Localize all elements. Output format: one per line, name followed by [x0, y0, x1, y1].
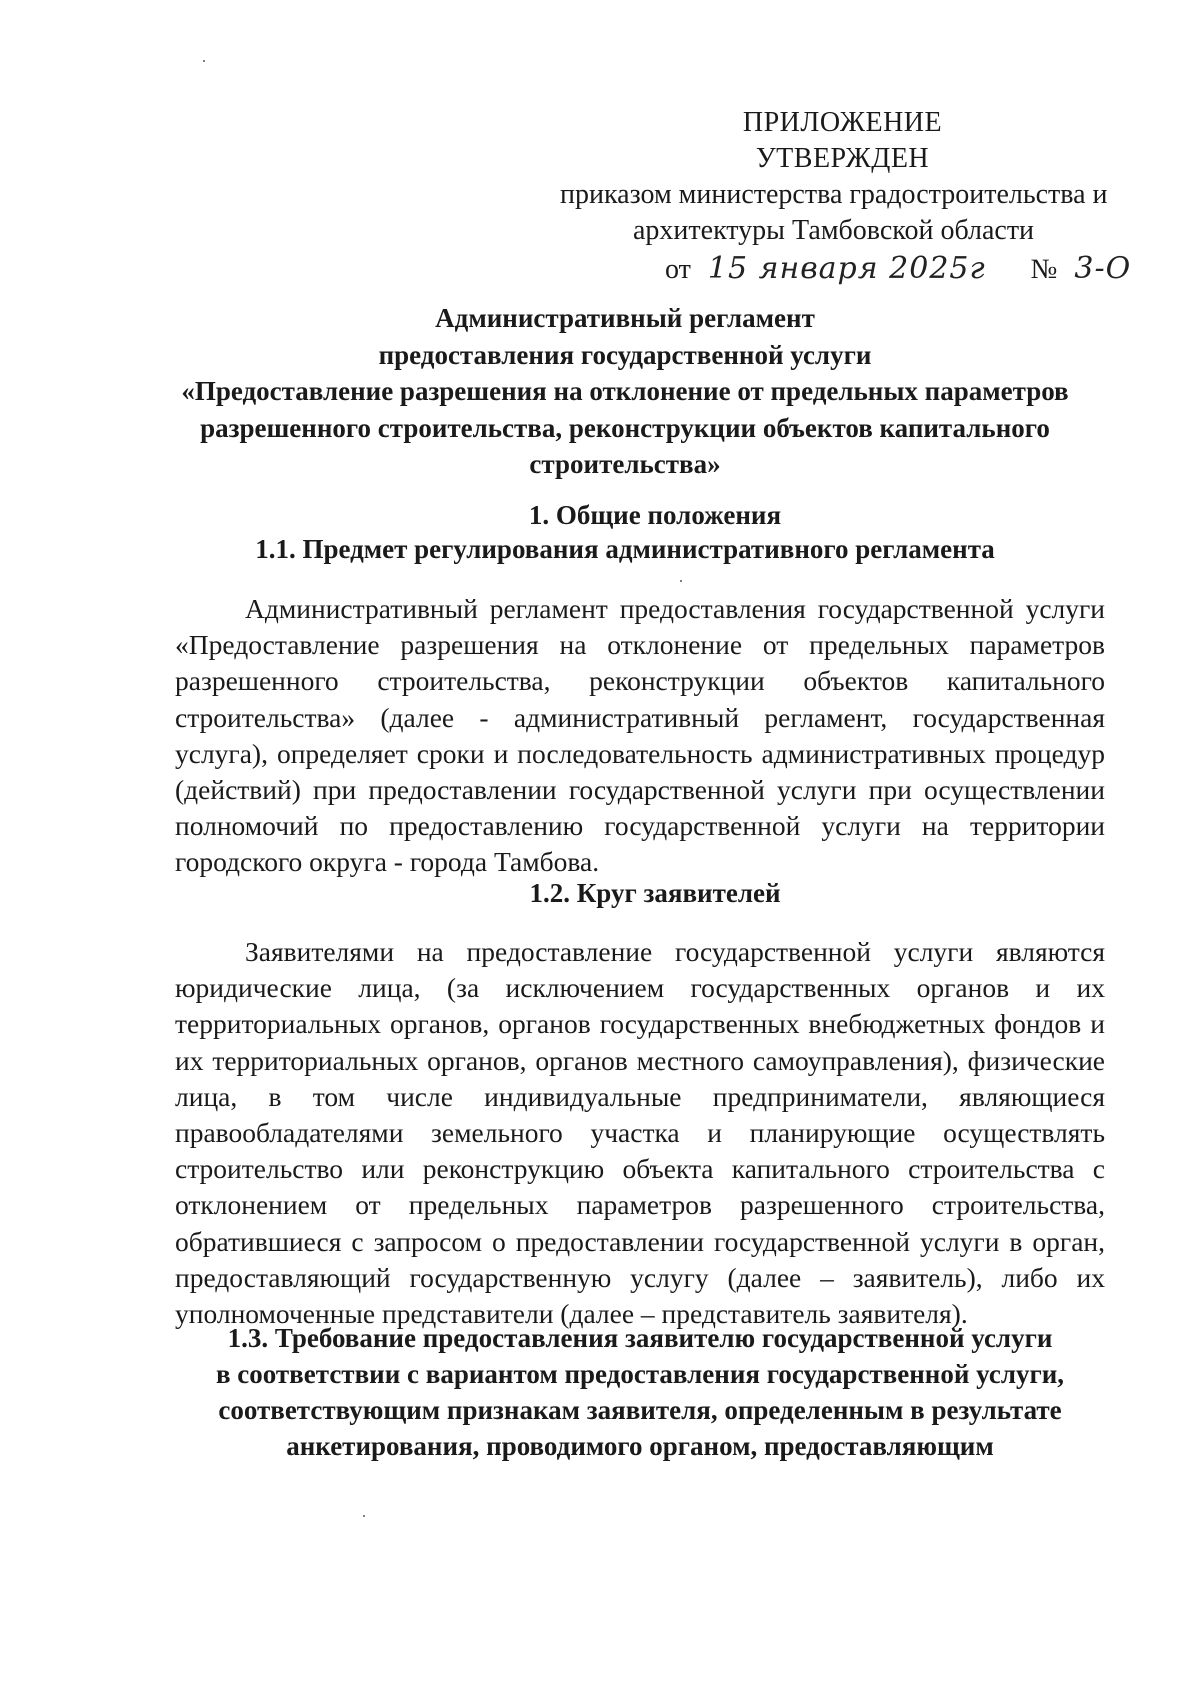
paragraph-line: юридические лица, (за исключением государственных органов и их	[175, 972, 1105, 1004]
approval-block	[520, 105, 1132, 291]
section-heading: 1. Общие положения	[528, 500, 782, 530]
heading-line: 1.3. Требование предоставления заявителю государственной услуги	[227, 1323, 1053, 1353]
paragraph-line: отклонением от предельных параметров разрешенного строительства,	[175, 1189, 1105, 1221]
document-title	[140, 300, 1110, 483]
paragraph-line: лица, в том числе индивидуальные предприниматели, являющиеся	[175, 1080, 1105, 1112]
paragraph-line: строительства» (далее - административный регламент, государственная	[175, 701, 1105, 733]
subsection-heading: 1.1. Предмет регулирования административного регламента	[255, 534, 995, 564]
subsection-heading-requirement	[150, 1320, 1130, 1464]
approval-approved: УТВЕРЖДЕН	[755, 143, 930, 174]
title-line: «Предоставление разрешения на отклонение от предельных параметров	[181, 376, 1069, 406]
paragraph-line: предоставляющий государственную услугу (далее – заявитель), либо их	[175, 1261, 1105, 1293]
paragraph-line: «Предоставление разрешения на отклонение от предельных параметров	[175, 629, 1105, 661]
paragraph-line: городского округа - города Тамбова.	[175, 846, 600, 878]
paragraph-line: территориальных органов, органов государственных внебюджетных фондов и	[175, 1008, 1105, 1040]
title-line: предоставления государственной услуги	[378, 339, 872, 370]
approval-ministry-line: архитектуры Тамбовской области	[633, 215, 1035, 246]
approval-date-row	[520, 251, 1132, 291]
scan-speck	[680, 580, 682, 582]
paragraph-line: услуга), определяет сроки и последовательность административных процедур	[175, 737, 1105, 769]
title-line: Административный регламент	[435, 303, 815, 333]
paragraph-line: строительство или реконструкцию объекта капитального строительства с	[175, 1153, 1105, 1185]
number-prefix: №	[1030, 254, 1058, 285]
paragraph-subject	[175, 591, 1105, 881]
handwritten-number: 3-О	[1074, 251, 1132, 286]
approval-appendix: ПРИЛОЖЕНИЕ	[742, 107, 943, 138]
paragraph-line: полномочий по предоставлению государственной услуги на территории	[175, 810, 1105, 842]
paragraph-line: обратившиеся с запросом о предоставлении государственной услуги в орган,	[175, 1225, 1105, 1257]
title-line: строительства»	[529, 449, 721, 479]
title-line: разрешенного строительства, реконструкции объектов капитального	[200, 412, 1050, 443]
paragraph-line: Административный регламент предоставления государственной услуги	[245, 593, 1105, 624]
paragraph-line: уполномоченные представители (далее – представитель заявителя).	[175, 1298, 968, 1330]
scan-speck	[363, 1515, 365, 1517]
paragraph-applicants	[175, 934, 1105, 1332]
approval-order-line: приказом министерства градостроительства и	[560, 179, 1108, 210]
heading-line: анкетирования, проводимого органом, предоставляющим	[286, 1431, 994, 1461]
scan-speck	[203, 60, 205, 62]
paragraph-line: разрешенного строительства, реконструкции объектов капитального	[175, 665, 1105, 697]
heading-line: соответствующим признакам заявителя, определенным в результате	[218, 1395, 1062, 1425]
paragraph-line: (действий) при предоставлении государственной услуги при осуществлении	[175, 774, 1105, 806]
subsection-heading: 1.2. Круг заявителей	[529, 878, 781, 908]
handwritten-date: 15 января 2025г	[707, 251, 986, 286]
heading-line: в соответствии с вариантом предоставления государственной услуги,	[215, 1359, 1065, 1389]
paragraph-line: их территориальных органов, органов местного самоуправления), физические	[175, 1044, 1105, 1076]
paragraph-line: правообладателями земельного участка и планирующие осуществлять	[175, 1117, 1105, 1149]
paragraph-line: Заявителями на предоставление государственной услуги являются	[245, 936, 1105, 967]
date-prefix: от	[665, 254, 691, 285]
